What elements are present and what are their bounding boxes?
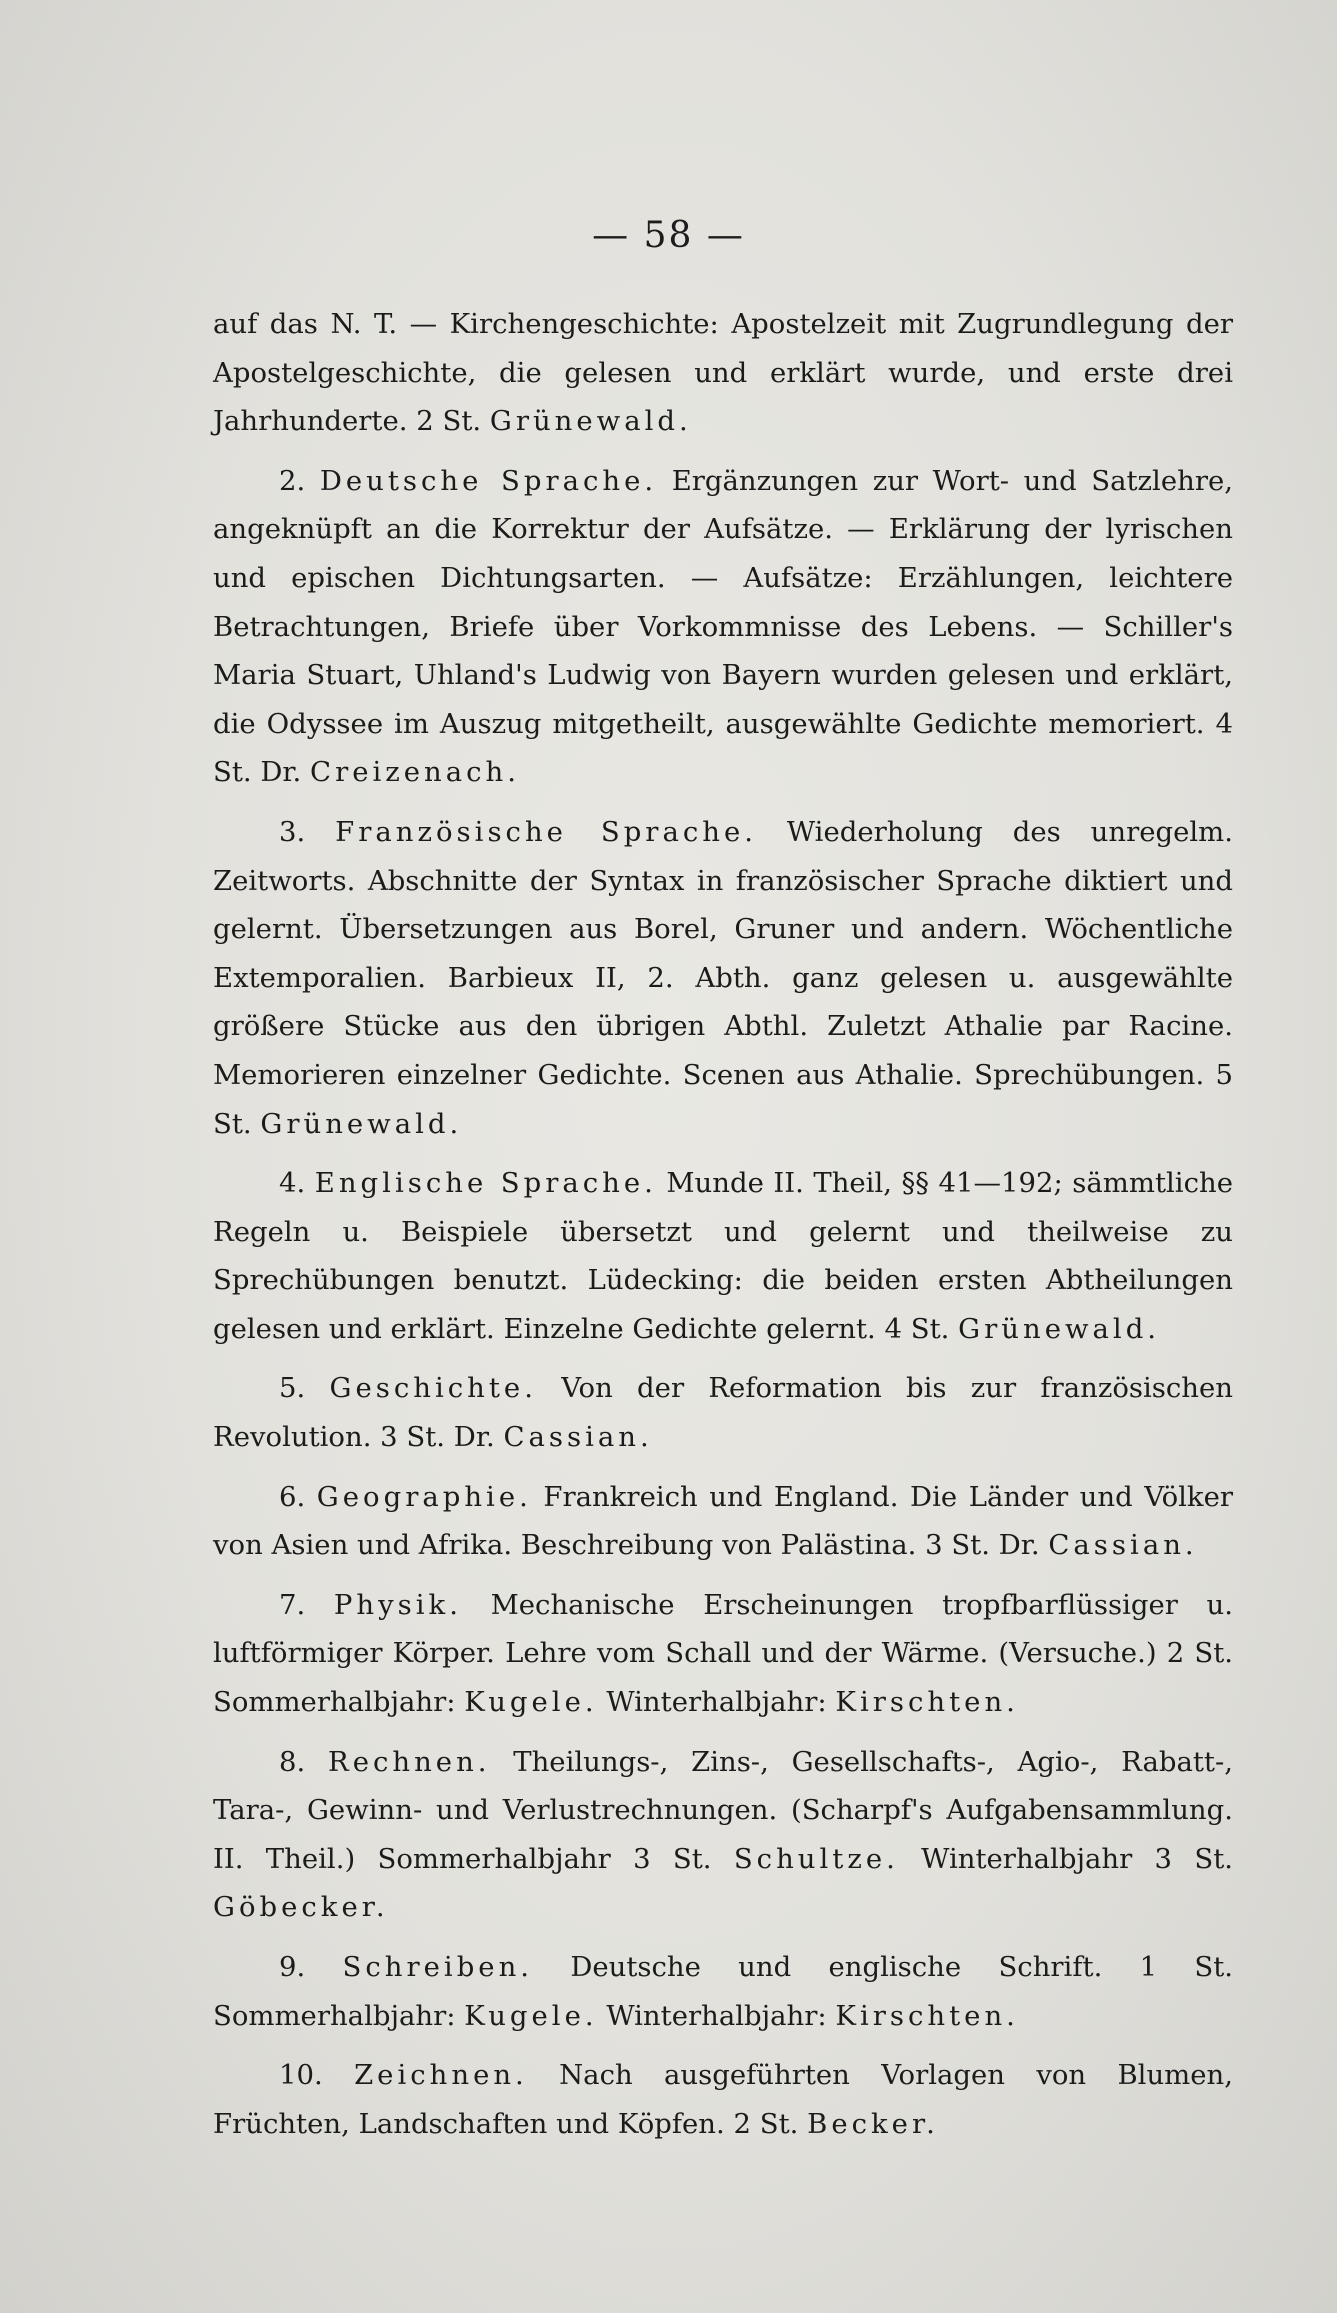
paragraph-text: Frankreich und England. Die Länder und Völker von Asien und Afrika. Beschreibung von Palästina. 3 St. Dr. bbox=[213, 1480, 1234, 1562]
paragraph-text: 2. bbox=[279, 464, 320, 497]
emphasized-text: Schreiben. bbox=[342, 1951, 534, 1983]
emphasized-text: Kugele. bbox=[464, 1686, 598, 1719]
emphasized-text: Geographie. bbox=[316, 1480, 532, 1513]
paragraph-text: Deutsche und englische Schrift. 1 St. Sommerhalbjahr: bbox=[213, 1951, 1234, 2032]
emphasized-text: Physik. bbox=[333, 1588, 462, 1621]
paragraph bbox=[213, 2051, 1233, 2148]
paragraph-text: 5. bbox=[279, 1372, 330, 1405]
emphasized-text: Geschichte. bbox=[329, 1372, 537, 1405]
paragraph-text: auf das N. T. — Kirchengeschichte: Apostelzeit mit Zugrundlegung der Apostelgeschichte, die gelesen und erklärt wurde, und erste drei Jahrhunderte. 2 St. bbox=[213, 308, 1233, 438]
paragraph-text: Winterhalbjahr: bbox=[597, 1999, 836, 2032]
emphasized-text: Kugele. bbox=[464, 1999, 598, 2032]
paragraph bbox=[213, 1581, 1233, 1727]
emphasized-text: Cassian. bbox=[1048, 1529, 1198, 1562]
paragraph-text: Winterhalbjahr 3 St. bbox=[898, 1842, 1233, 1875]
page-number: — 58 — bbox=[592, 215, 745, 256]
paragraph-text: Winterhalbjahr: bbox=[597, 1686, 836, 1719]
paragraph bbox=[213, 1159, 1233, 1353]
paragraph-text: 10. bbox=[279, 2059, 355, 2092]
emphasized-text: Kirschten. bbox=[835, 1999, 1019, 2032]
paragraph-text: Munde II. Theil, §§ 41—192; sämmtliche Regeln u. Beispiele übersetzt und gelernt und theilweise zu Sprechübungen benutzt. Lüdecking: die beiden ersten Abtheilungen gelesen und erklärt. Einzelne Gedichte gelernt. 4 St. bbox=[213, 1167, 1233, 1345]
paragraph-text: Ergänzungen zur Wort- und Satzlehre, angeknüpft an die Korrektur der Aufsätze. — Erklärung der lyrischen und epischen Dichtungsarten. — Aufsätze: Erzählungen, leichtere Betrachtungen, Briefe über Vorkommnisse des Lebens. — Schiller's Maria Stuart, Uhland's Ludwig von Bayern wurden gelesen und erklärt, die Odyssee im Auszug mitgetheilt, ausgewählte Gedichte memoriert. 4 St. Dr. bbox=[213, 464, 1233, 789]
paragraph bbox=[213, 300, 1233, 446]
paragraph-text: Von der Reformation bis zur französischen Revolution. 3 St. Dr. bbox=[213, 1372, 1233, 1454]
paragraph-text: Theilungs-, Zins-, Gesellschafts-, Agio-, Rabatt-, Tara-, Gewinn- und Verlustrechnungen. (Scharpf's Aufgabensammlung. II. Theil.) Sommerhalbjahr 3 St. bbox=[213, 1745, 1233, 1875]
paragraph bbox=[213, 1943, 1233, 2040]
paragraph-text: 6. bbox=[279, 1480, 317, 1513]
emphasized-text: Becker. bbox=[807, 2107, 939, 2140]
emphasized-text: Rechnen. bbox=[327, 1745, 491, 1778]
emphasized-text: Grünewald. bbox=[958, 1312, 1161, 1345]
emphasized-text: Zeichnen. bbox=[354, 2059, 528, 2092]
paragraph bbox=[213, 457, 1233, 797]
paragraph-text: Nach ausgeführten Vorlagen von Blumen, Früchten, Landschaften und Köpfen. 2 St. bbox=[213, 2059, 1233, 2140]
paragraph-text: 7. bbox=[279, 1588, 334, 1621]
paragraph-text: 4. bbox=[279, 1167, 315, 1200]
emphasized-text: Göbecker. bbox=[213, 1891, 389, 1924]
paragraph bbox=[213, 1473, 1233, 1570]
emphasized-text: Creizenach. bbox=[310, 756, 521, 789]
emphasized-text: Grünewald. bbox=[260, 1107, 463, 1140]
emphasized-text: Grünewald. bbox=[489, 405, 692, 438]
paragraph-text: Wiederholung des unregelm. Zeitworts. Abschnitte der Syntax in französischer Sprache diktiert und gelernt. Übersetzungen aus Borel, Gruner und andern. Wöchentliche Extemporalien. Barbieux II, 2. Abth. ganz gelesen u. ausgewählte größere Stücke aus den übrigen Abthl. Zuletzt Athalie par Racine. Memorieren einzelner Gedichte. Scenen aus Athalie. Sprechübungen. 5 St. bbox=[213, 815, 1233, 1140]
paragraph bbox=[213, 1738, 1233, 1932]
paragraph-text: 9. bbox=[279, 1951, 343, 1983]
emphasized-text: Kirschten. bbox=[835, 1686, 1019, 1719]
emphasized-text: Schultze. bbox=[733, 1842, 899, 1875]
emphasized-text: Deutsche Sprache. bbox=[319, 464, 658, 497]
paragraph bbox=[213, 808, 1233, 1148]
paragraph bbox=[213, 1364, 1233, 1461]
paragraph-text: Mechanische Erscheinungen tropfbarflüssiger u. luftförmiger Körper. Lehre vom Schall und der Wärme. (Versuche.) 2 St. Sommerhalbjahr: bbox=[213, 1588, 1233, 1719]
emphasized-text: Englische Sprache. bbox=[314, 1167, 657, 1200]
paragraph-text: 8. bbox=[279, 1745, 328, 1778]
emphasized-text: Französische Sprache. bbox=[335, 815, 757, 848]
body-text bbox=[213, 300, 1233, 2159]
emphasized-text: Cassian. bbox=[503, 1421, 653, 1454]
paragraph-text: 3. bbox=[279, 815, 336, 848]
